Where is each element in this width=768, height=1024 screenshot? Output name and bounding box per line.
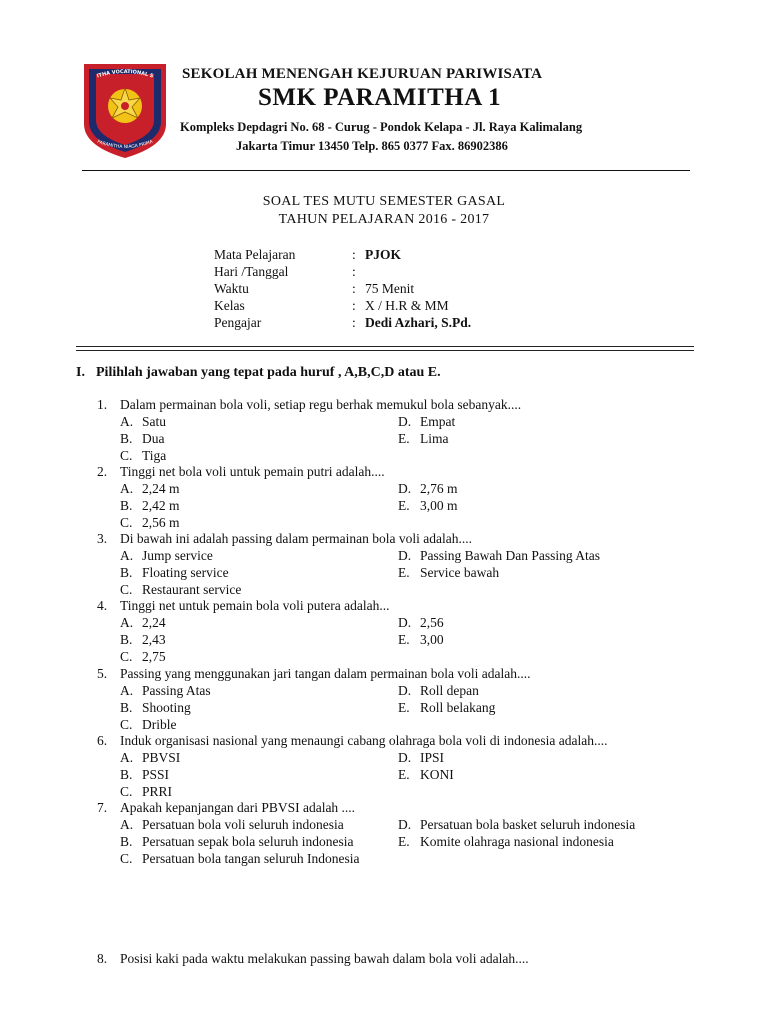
option-letter: E. [398,565,410,580]
option-letter: A. [120,817,134,832]
info-divider [76,346,694,351]
question-number: 4. [97,598,108,613]
answer-option [120,431,165,447]
option-letter: E. [398,834,410,849]
answer-option [398,481,458,497]
answer-option [398,615,444,631]
option-text: 2,76 m [420,481,458,496]
logo-text-bottom: PARAMITHA NIAGA PRIMA [96,139,154,151]
answer-option [120,784,172,800]
option-text: Restaurant service [142,582,242,597]
question-text: Di bawah ini adalah passing dalam permainan bola voli adalah.... [120,531,473,546]
exam-title: SOAL TES MUTU SEMESTER GASAL [262,194,506,209]
answer-option [398,565,499,581]
info-label: Mata Pelajaran [214,247,296,262]
question-text: Dalam permainan bola voli, setiap regu berhak memukul bola sebanyak.... [120,397,522,412]
option-text: Satu [142,414,167,429]
option-text: 2,56 [420,615,444,630]
question-number: 7. [97,800,108,815]
answer-option [120,851,359,867]
option-letter: D. [398,548,412,563]
answer-option [120,700,191,716]
option-letter: B. [120,834,133,849]
option-text: Roll depan [420,683,479,698]
option-letter: E. [398,632,410,647]
info-colon: : [352,247,356,262]
question-text: Tinggi net untuk pemain bola voli putera adalah... [120,598,390,613]
answer-option [398,632,444,648]
option-letter: B. [120,767,133,782]
option-letter: E. [398,498,410,513]
option-letter: B. [120,498,133,513]
option-text: Passing Atas [142,683,211,698]
option-text: Lima [420,431,449,446]
option-text: Empat [420,414,456,429]
question-number: 5. [97,666,108,681]
school-type: SEKOLAH MENENGAH KEJURUAN PARIWISATA [182,66,543,82]
option-text: Persatuan bola basket seluruh indonesia [420,817,636,832]
option-letter: C. [120,582,133,597]
info-colon: : [352,264,356,279]
option-text: Shooting [142,700,191,715]
section-number: I. [76,365,85,380]
answer-option [120,448,166,464]
option-text: 2,43 [142,632,166,647]
info-label: Kelas [214,298,245,313]
option-text: Jump service [142,548,213,563]
option-letter: B. [120,565,133,580]
option-text: Floating service [142,565,229,580]
answer-option [398,767,454,783]
option-letter: A. [120,615,134,630]
answer-option [398,414,455,430]
answer-option [398,817,635,833]
option-letter: E. [398,431,410,446]
question-text: Passing yang menggunakan jari tangan dalam permainan bola voli adalah.... [120,666,531,681]
option-text: Service bawah [420,565,500,580]
answer-option [120,548,213,564]
info-label: Hari /Tanggal [214,264,289,279]
option-text: Komite olahraga nasional indonesia [420,834,614,849]
option-letter: C. [120,851,133,866]
option-letter: D. [398,817,412,832]
answer-option [120,615,166,631]
answer-option [120,717,177,733]
section-instruction: Pilihlah jawaban yang tepat pada huruf , A,B,C,D atau E. [96,365,441,380]
info-colon: : [352,298,356,313]
option-letter: A. [120,481,134,496]
question-text: Tinggi net bola voli untuk pemain putri adalah.... [120,464,385,479]
option-text: 2,75 [142,649,166,664]
answer-option [120,565,229,581]
question-number: 3. [97,531,108,546]
option-text: Dua [142,431,165,446]
option-text: PBVSI [142,750,181,765]
answer-option [120,767,169,783]
option-letter: C. [120,448,133,463]
answer-option [398,700,495,716]
school-name: SMK PARAMITHA 1 [258,84,502,111]
logo-text-top: ITHA VOCATIONAL S [96,68,155,80]
option-text: PRRI [142,784,173,799]
answer-option [398,683,479,699]
info-value: X / H.R & MM [365,298,449,313]
question-text: Induk organisasi nasional yang menaungi cabang olahraga bola voli di indonesia adalah.... [120,733,608,748]
option-letter: D. [398,414,412,429]
option-text: Drible [142,717,177,732]
option-letter: E. [398,700,410,715]
option-text: Persatuan sepak bola seluruh indonesia [142,834,354,849]
question-number: 6. [97,733,108,748]
option-text: Persatuan bola voli seluruh indonesia [142,817,344,832]
header-divider [82,170,690,171]
answer-option [120,498,180,514]
option-text: 3,00 m [420,498,458,513]
question-number: 1. [97,397,108,412]
option-text: Passing Bawah Dan Passing Atas [420,548,600,563]
option-letter: A. [120,414,134,429]
info-value: 75 Menit [365,281,415,296]
answer-option [398,431,449,447]
option-text: KONI [420,767,454,782]
option-letter: D. [398,750,412,765]
answer-option [120,632,166,648]
answer-option [120,414,166,430]
info-colon: : [352,315,356,330]
answer-option [120,582,241,598]
info-value: Dedi Azhari, S.Pd. [365,315,472,330]
option-text: PSSI [142,767,170,782]
section-heading [76,365,441,381]
school-address-line2: Jakarta Timur 13450 Telp. 865 0377 Fax. 86902386 [236,139,508,153]
option-letter: B. [120,700,133,715]
answer-option [120,750,180,766]
option-letter: D. [398,481,412,496]
answer-option [398,498,458,514]
option-letter: D. [398,615,412,630]
answer-option [120,649,166,665]
option-letter: B. [120,632,133,647]
answer-option [398,750,444,766]
option-letter: A. [120,683,134,698]
info-colon: : [352,281,356,296]
option-text: Tiga [142,448,167,463]
option-text: 2,24 [142,615,166,630]
option-letter: E. [398,767,410,782]
question-text: Posisi kaki pada waktu melakukan passing bawah dalam bola voli adalah.... [120,951,529,966]
option-letter: A. [120,750,134,765]
option-text: 3,00 [420,632,444,647]
info-label: Pengajar [214,315,262,330]
question-text: Apakah kepanjangan dari PBVSI adalah .... [120,800,356,815]
school-address-line1: Kompleks Depdagri No. 68 - Curug - Pondok Kelapa - Jl. Raya Kalimalang [180,120,583,134]
question-number: 2. [97,464,108,479]
answer-option [120,515,180,531]
answer-option [120,683,211,699]
option-text: 2,42 m [142,498,180,513]
exam-year: TAHUN PELAJARAN 2016 - 2017 [278,212,490,227]
option-text: Persatuan bola tangan seluruh Indonesia [142,851,360,866]
answer-option [120,481,180,497]
option-text: IPSI [420,750,445,765]
info-label: Waktu [214,281,249,296]
option-text: 2,24 m [142,481,180,496]
option-letter: C. [120,784,133,799]
option-text: Roll belakang [420,700,496,715]
option-letter: C. [120,649,133,664]
option-letter: A. [120,548,134,563]
school-logo [82,62,168,160]
school-crest-icon [82,62,168,160]
answer-option [398,834,614,850]
info-value: PJOK [365,247,401,262]
option-letter: C. [120,717,133,732]
option-text: 2,56 m [142,515,180,530]
option-letter: B. [120,431,133,446]
answer-option [120,834,353,850]
answer-option [120,817,344,833]
answer-option [398,548,600,564]
question-number: 8. [97,951,108,966]
option-letter: D. [398,683,412,698]
option-letter: C. [120,515,133,530]
